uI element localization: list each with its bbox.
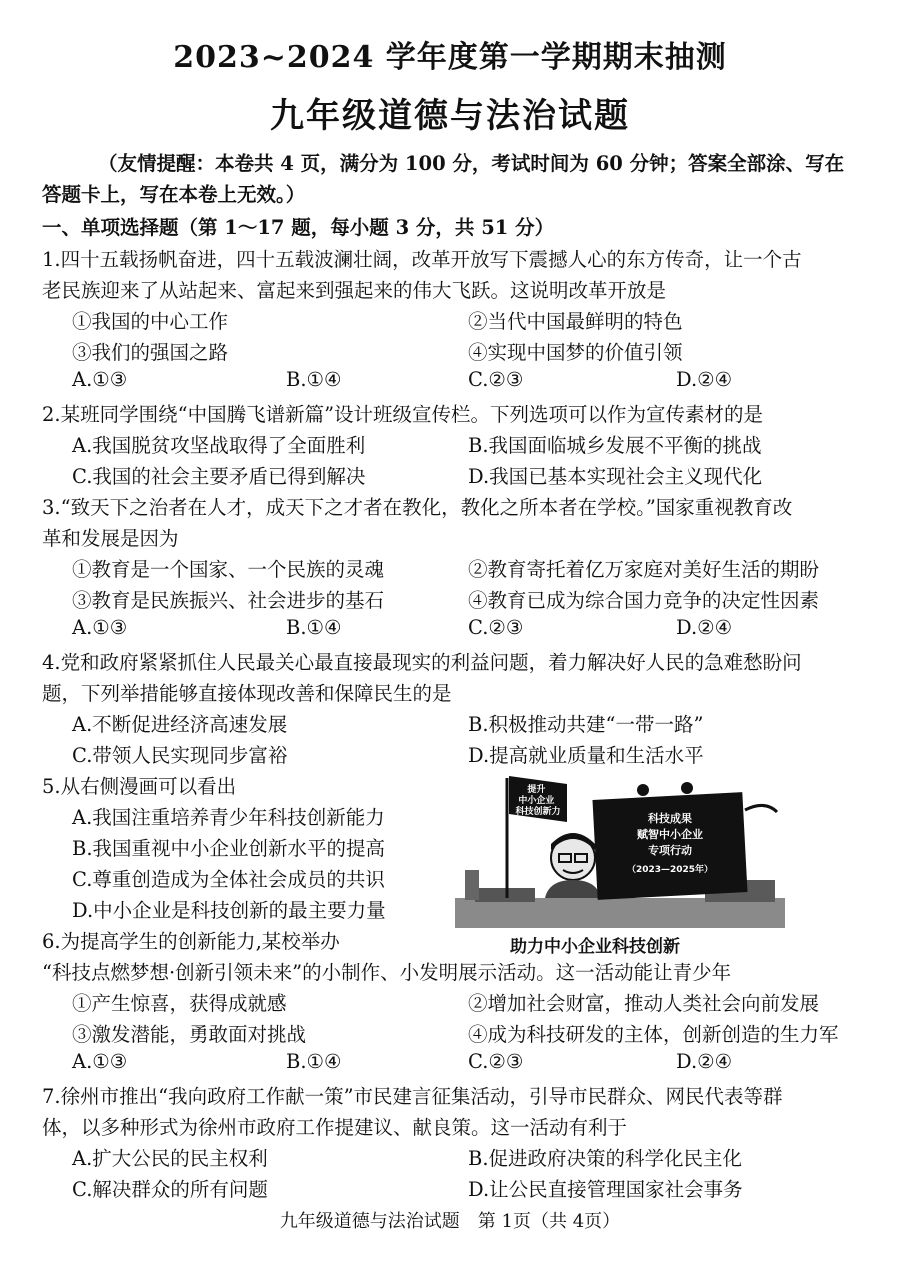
q6-option-d: D.②④ xyxy=(676,1050,733,1073)
cartoon-caption: 助力中小企业科技创新 xyxy=(510,937,680,957)
page-footer: 九年级道德与法治试题 第 1页（共 4页） xyxy=(279,1211,621,1232)
q7-stem-line2: 体，以多种形式为徐州市政府工作提建议、献良策。这一活动有利于 xyxy=(42,1116,628,1139)
q1-statement-1: ①我国的中心工作 xyxy=(72,310,229,333)
q6-statement-1: ①产生惊喜，获得成就感 xyxy=(72,992,287,1015)
q6-statement-2: ②增加社会财富，推动人类社会向前发展 xyxy=(468,992,820,1015)
cartoon-board-line4: （2023—2025年） xyxy=(626,865,714,875)
q3-stem-line1: 3.“致天下之治者在人才，成天下之才者在教化，教化之所本者在学校。”国家重视教育改 xyxy=(42,496,793,519)
q2-option-d: D.我国已基本实现社会主义现代化 xyxy=(468,465,763,488)
exam-subject-title: 九年级道德与法治试题 xyxy=(270,96,630,136)
q2-option-c: C.我国的社会主要矛盾已得到解决 xyxy=(72,465,366,488)
q1-stem-line1: 1.四十五载扬帆奋进，四十五载波澜壮阔，改革开放写下震撼人心的东方传奇，让一个古 xyxy=(42,248,802,271)
q2-option-b: B.我国面临城乡发展不平衡的挑战 xyxy=(468,434,762,457)
cartoon-board-line3: 专项行动 xyxy=(648,844,692,857)
q4-stem-line2: 题，下列举措能够直接体现改善和保障民生的是 xyxy=(42,682,452,705)
q7-option-d: D.让公民直接管理国家社会事务 xyxy=(468,1178,743,1201)
q4-option-a: A.不断促进经济高速发展 xyxy=(72,713,288,736)
q3-statement-4: ④教育已成为综合国力竞争的决定性因素 xyxy=(468,589,820,612)
q4-stem-line1: 4.党和政府紧紧抓住人民最关心最直接最现实的利益问题，着力解决好人民的急难愁盼问 xyxy=(42,651,802,674)
q3-option-d: D.②④ xyxy=(676,616,733,639)
q6-option-b: B.①④ xyxy=(286,1050,342,1073)
exam-notice: （友情提醒：本卷共 4 页，满分为 100 分，考试时间为 60 分钟；答案全部涂、写在答题卡上，写在本卷上无效。） xyxy=(42,152,845,206)
q3-stem-line2: 革和发展是因为 xyxy=(42,527,179,550)
q7-stem-line1: 7.徐州市推出“我向政府工作献一策”市民建言征集活动，引导市民群众、网民代表等群 xyxy=(42,1085,783,1108)
q1-statement-4: ④实现中国梦的价值引领 xyxy=(468,341,683,364)
cartoon-board-line1: 科技成果 xyxy=(648,812,692,825)
q6-statement-3: ③激发潜能，勇敢面对挑战 xyxy=(72,1023,307,1046)
q4-option-c: C.带领人民实现同步富裕 xyxy=(72,744,288,767)
cartoon-illustration xyxy=(455,770,785,928)
q3-statement-3: ③教育是民族振兴、社会进步的基石 xyxy=(72,589,385,612)
q1-option-b: B.①④ xyxy=(286,368,342,391)
q1-stem-line2: 老民族迎来了从站起来、富起来到强起来的伟大飞跃。这说明改革开放是 xyxy=(42,279,667,302)
cartoon-flag-text: 提升 中小企业 科技创新力 xyxy=(515,785,561,817)
q3-option-b: B.①④ xyxy=(286,616,342,639)
q6-option-a: A.①③ xyxy=(72,1050,128,1073)
exam-term-title: 2023~2024 学年度第一学期期末抽测 xyxy=(173,40,727,75)
q2-option-a: A.我国脱贫攻坚战取得了全面胜利 xyxy=(72,434,366,457)
q2-stem-line1: 2.某班同学围绕“中国腾飞谱新篇”设计班级宣传栏。下列选项可以作为宣传素材的是 xyxy=(42,403,764,426)
q3-statement-2: ②教育寄托着亿万家庭对美好生活的期盼 xyxy=(468,558,820,581)
q1-statement-3: ③我们的强国之路 xyxy=(72,341,229,364)
q5-option-c: C.尊重创造成为全体社会成员的共识 xyxy=(72,868,385,891)
q3-option-a: A.①③ xyxy=(72,616,128,639)
section-heading: 一、单项选择题（第 1～17 题，每小题 3 分，共 51 分） xyxy=(42,216,555,239)
q3-option-c: C.②③ xyxy=(468,616,524,639)
q7-option-b: B.促进政府决策的科学化民主化 xyxy=(468,1147,743,1170)
q7-option-a: A.扩大公民的民主权利 xyxy=(72,1147,268,1170)
cartoon-board-line2: 赋智中小企业 xyxy=(637,828,703,841)
q6-option-c: C.②③ xyxy=(468,1050,524,1073)
q1-option-d: D.②④ xyxy=(676,368,733,391)
q6-stem-line2: “科技点燃梦想·创新引领未来”的小制作、小发明展示活动。这一活动能让青少年 xyxy=(42,961,732,984)
q7-option-c: C.解决群众的所有问题 xyxy=(72,1178,268,1201)
q6-statement-4: ④成为科技研发的主体，创新创造的生力军 xyxy=(468,1023,839,1046)
q1-option-a: A.①③ xyxy=(72,368,128,391)
q4-option-d: D.提高就业质量和生活水平 xyxy=(468,744,704,767)
q4-option-b: B.积极推动共建“一带一路” xyxy=(468,713,704,736)
q3-statement-1: ①教育是一个国家、一个民族的灵魂 xyxy=(72,558,385,581)
q5-option-b: B.我国重视中小企业创新水平的提高 xyxy=(72,837,386,860)
q1-statement-2: ②当代中国最鲜明的特色 xyxy=(468,310,683,333)
q5-option-d: D.中小企业是科技创新的最主要力量 xyxy=(72,899,386,922)
q5-stem-line1: 5.从右侧漫画可以看出 xyxy=(42,775,237,798)
q1-option-c: C.②③ xyxy=(468,368,524,391)
q5-option-a: A.我国注重培养青少年科技创新能力 xyxy=(72,806,385,829)
q6-stem-line1: 6.为提高学生的创新能力,某校举办 xyxy=(42,930,340,953)
